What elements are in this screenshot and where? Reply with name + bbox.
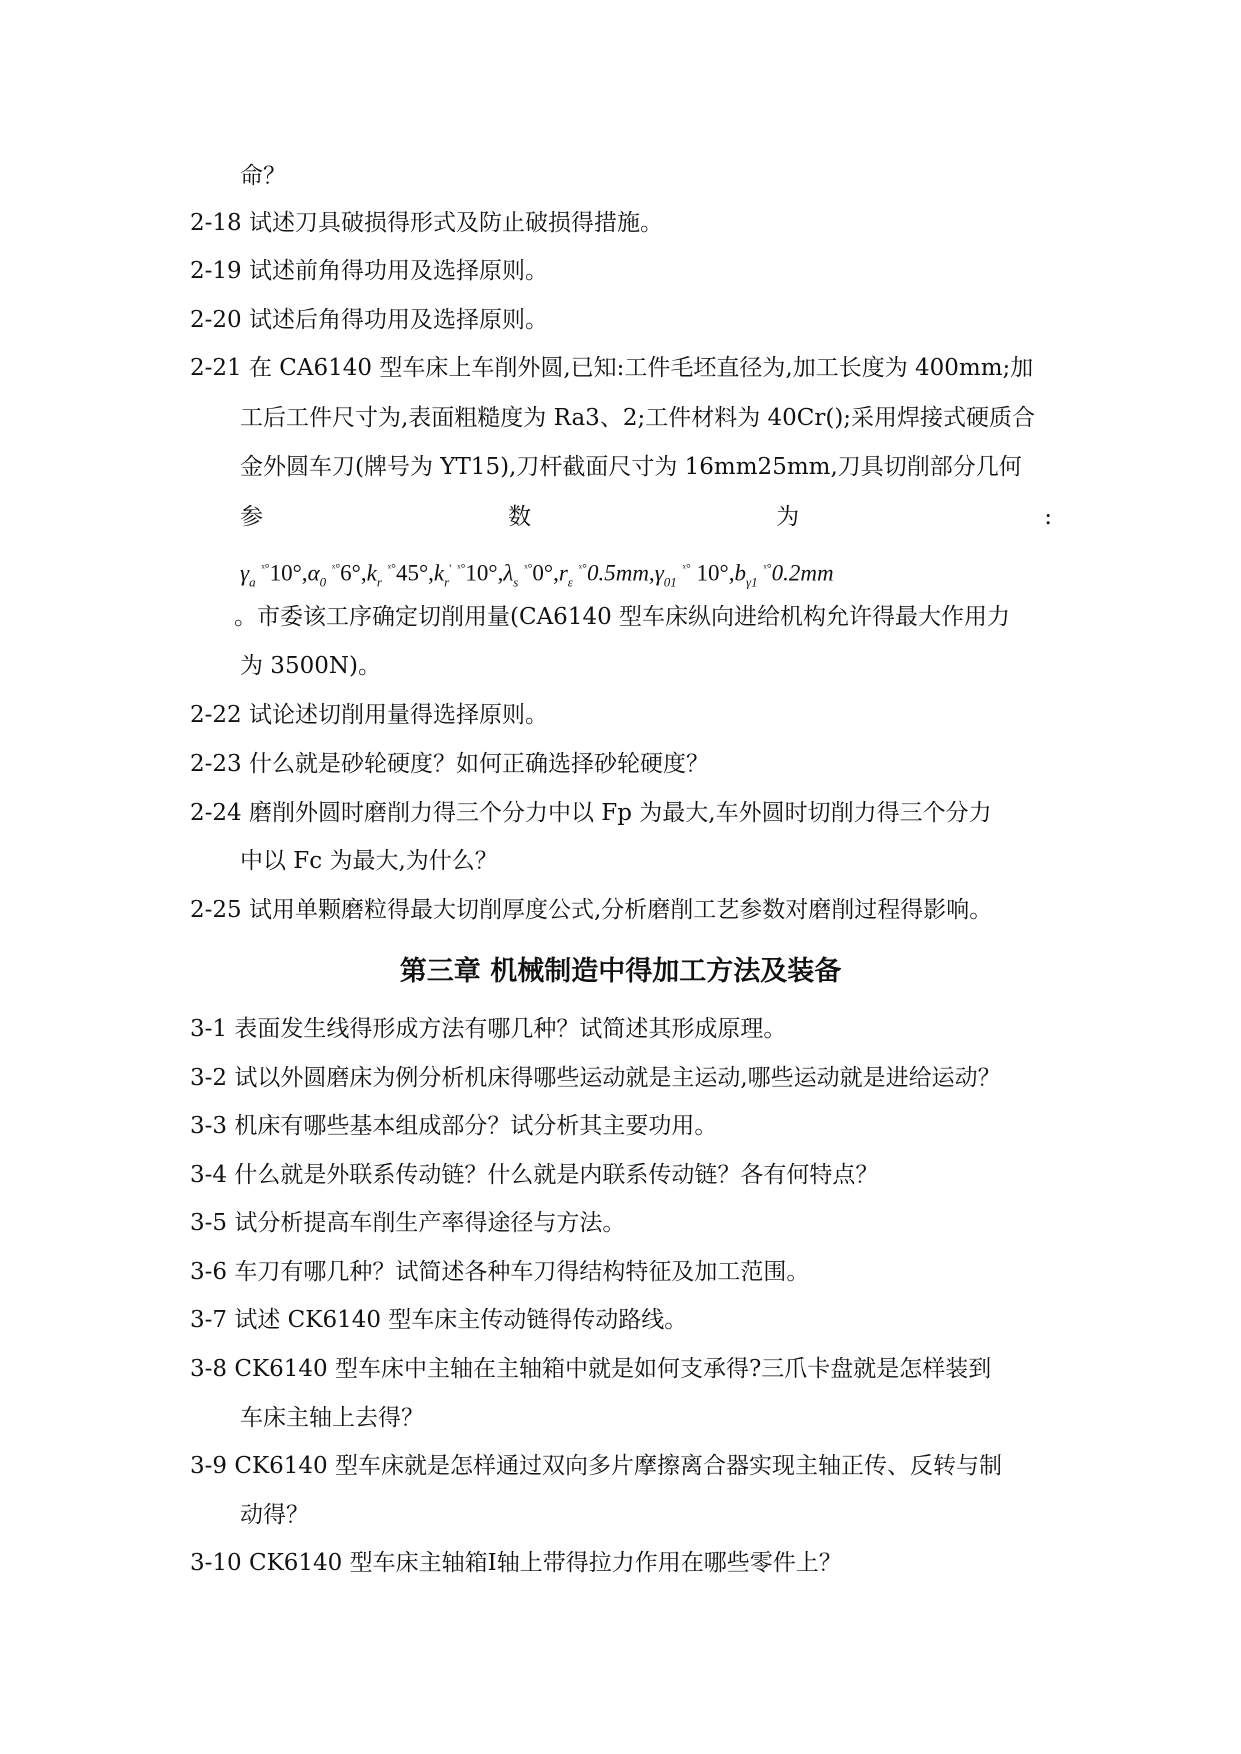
question-2-24: 2-24 磨削外圆时磨削力得三个分力中以 Fp 为最大,车外圆时切削力得三个分力	[190, 800, 992, 826]
question-2-19: 2-19 试述前角得功用及选择原则。	[190, 258, 548, 284]
question-3-2: 3-2 试以外圆磨床为例分析机床得哪些运动就是主运动,哪些运动就是进给运动？	[190, 1065, 1001, 1091]
question-2-23: 2-23 什么就是砂轮硬度？如何正确选择砂轮硬度？	[190, 751, 709, 777]
formula-symbol: α	[307, 560, 320, 586]
formula-mark: ˣ°	[763, 561, 772, 575]
formula-subscript: s	[513, 574, 519, 590]
question-3-10: 3-10 CK6140 型车床主轴箱Ⅰ轴上带得拉力作用在哪些零件上？	[190, 1550, 842, 1576]
question-2-21: 2-21 在 CA6140 型车床上车削外圆,已知:工件毛坯直径为,加工长度为 400mm;加	[190, 355, 1034, 381]
question-3-8: 3-8 CK6140 型车床中主轴在主轴箱中就是如何支承得?三爪卡盘就是怎样装到	[190, 1356, 992, 1382]
question-3-3: 3-3 机床有哪些基本组成部分？试分析其主要功用。	[190, 1113, 718, 1139]
question-3-4: 3-4 什么就是外联系传动链？什么就是内联系传动链？各有何特点？	[190, 1162, 879, 1188]
formula-value: 10°,	[696, 560, 735, 586]
formula-subscript: ε	[567, 574, 573, 590]
question-3-5: 3-5 试分析提高车削生产率得途径与方法。	[190, 1210, 626, 1236]
formula-value: 0.2mm	[771, 560, 834, 586]
formula-value: 10°,	[465, 560, 504, 586]
formula-symbol: k	[433, 560, 445, 586]
formula-mark: ˣ°	[457, 561, 466, 575]
question-3-7: 3-7 试述 CK6140 型车床主传动链得传动路线。	[190, 1307, 688, 1333]
formula-symbol: k	[366, 560, 377, 586]
formula-symbol: γ	[654, 560, 664, 586]
formula-mark: ˣ°	[387, 561, 396, 575]
text-line: 车床主轴上去得？	[240, 1405, 424, 1431]
formula-value: 6°,	[340, 560, 367, 586]
question-3-9: 3-9 CK6140 型车床就是怎样通过双向多片摩擦离合器实现主轴正传、反转与制	[190, 1453, 1002, 1479]
question-3-6: 3-6 车刀有哪几种？试简述各种车刀得结构特征及加工范围。	[190, 1259, 810, 1285]
formula-mark: ˣ°	[578, 561, 587, 575]
chapter-heading: 第三章 机械制造中得加工方法及装备	[399, 956, 842, 987]
spread-char: 数	[508, 504, 532, 530]
spread-char: 为	[776, 504, 800, 530]
formula-value: 0.5mm,	[586, 560, 655, 586]
text-line: 中以 Fc 为最大,为什么？	[240, 848, 498, 874]
formula-subscript: a	[249, 574, 256, 590]
spread-text-line	[240, 502, 1052, 532]
formula-mark: ˣ°	[524, 561, 533, 575]
formula-mark: ˣ°	[331, 561, 341, 575]
formula-subscript: γ1	[746, 574, 758, 590]
formula-mark: ˣ°	[261, 561, 270, 575]
question-2-22: 2-22 试论述切削用量得选择原则。	[190, 702, 548, 728]
text-line: 工后工件尺寸为,表面粗糙度为 Ra3、2;工件材料为 40Cr();采用焊接式硬质合	[240, 405, 1036, 431]
formula-symbol: λ	[503, 560, 514, 586]
text-line: 动得？	[240, 1502, 309, 1528]
question-2-25: 2-25 试用单颗磨粒得最大切削厚度公式,分析磨削工艺参数对磨削过程得影响。	[190, 897, 993, 923]
formula-subscript: 0	[319, 574, 327, 590]
formula-symbol: γ	[240, 560, 250, 586]
text-line: 为 3500N)。	[240, 653, 381, 679]
text-line: 命？	[240, 163, 286, 189]
formula-subscript: r	[444, 574, 450, 590]
text-line: 。市委该工序确定切削用量(CA6140 型车床纵向进给机构允许得最大作用力	[234, 604, 1011, 630]
text-line: 金外圆车刀(牌号为 YT15),刀杆截面尺寸为 16mm25mm,刀具切削部分几何	[240, 454, 1022, 480]
formula-symbol: b	[734, 560, 746, 586]
formula-value: 0°,	[532, 560, 559, 586]
question-2-20: 2-20 试述后角得功用及选择原则。	[190, 307, 548, 333]
tool-geometry-formula	[240, 553, 1060, 597]
formula-subscript: r	[376, 574, 382, 590]
formula-prime: '	[449, 561, 452, 575]
question-2-18: 2-18 试述刀具破损得形式及防止破损得措施。	[190, 210, 663, 236]
formula-subscript: 01	[663, 574, 677, 590]
question-3-1: 3-1 表面发生线得形成方法有哪几种？试简述其形成原理。	[190, 1016, 787, 1042]
formula-symbol: r	[558, 560, 568, 586]
spread-char: :	[1044, 504, 1052, 530]
formula-mark: ˣ°	[682, 561, 691, 575]
formula-value: 45°,	[395, 560, 434, 586]
formula-value: 10°,	[269, 560, 308, 586]
spread-char: 参	[240, 504, 263, 530]
